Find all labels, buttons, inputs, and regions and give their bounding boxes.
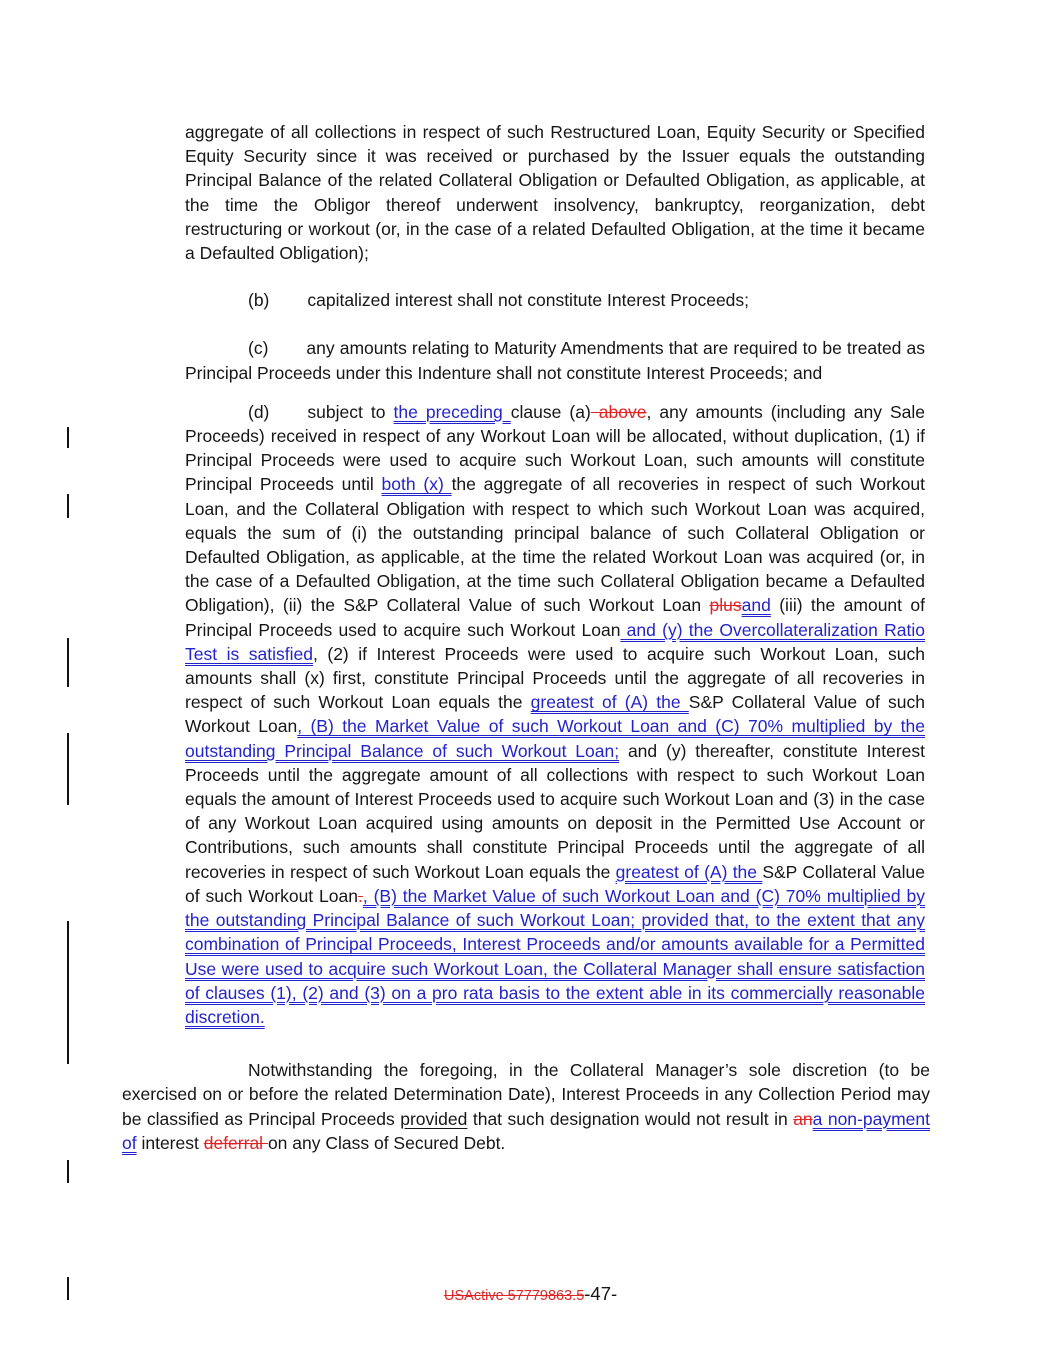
revision-change-bar bbox=[67, 921, 69, 1064]
text-run: that such designation would not result in bbox=[467, 1108, 794, 1129]
inserted-text: greatest of (A) the bbox=[615, 861, 763, 882]
text-run: interest bbox=[136, 1132, 204, 1153]
footer-page-number: -47- bbox=[584, 1283, 618, 1304]
text-run: capitalized interest shall not constitute Interest Proceeds; bbox=[307, 290, 750, 311]
deleted-text: plus bbox=[709, 595, 742, 616]
revision-change-bar bbox=[67, 427, 69, 448]
deleted-text: above bbox=[590, 401, 647, 422]
deleted-text: deferral bbox=[203, 1132, 268, 1153]
text-run: Notwithstanding the foregoing, in the Collateral Manager’s sole discretion (to be exercised on or before the related Determination Date), Interest Proceeds in any Collection Period may be classified as Principal Proceeds bbox=[122, 1060, 930, 1129]
paragraph-clause-c bbox=[185, 336, 925, 384]
text-run: subject to bbox=[307, 401, 394, 422]
inserted-text: the preceding bbox=[393, 401, 511, 422]
underlined-text: provided bbox=[400, 1108, 468, 1129]
tab-spacer bbox=[268, 336, 306, 360]
page-footer bbox=[444, 1283, 617, 1305]
revision-change-bar bbox=[67, 733, 69, 805]
text-run: S&P Collateral Value of such Workout Loan bbox=[185, 692, 926, 737]
deleted-text: an bbox=[793, 1108, 813, 1129]
text-run: S&P Collateral Value of such Workout Loan bbox=[185, 861, 926, 906]
paragraph-continuation-clause-a bbox=[185, 120, 925, 265]
revision-change-bar bbox=[67, 494, 69, 518]
document-body bbox=[122, 120, 930, 1155]
deleted-text: . bbox=[357, 885, 363, 906]
text-run: , any amounts (including any Sale Proceeds) received in respect of any Workout Loan will be allocated, without duplication, (1) if Principal Proceeds were used to acquire such Workout Loan, such amounts will constitute Principal Proceeds until bbox=[185, 401, 925, 495]
text-run: on any Class of Secured Debt. bbox=[267, 1132, 506, 1153]
inserted-text: both (x) bbox=[381, 474, 452, 495]
inserted-text: , (B) the Market Value of such Workout Loan and (C) 70% multiplied by the outstanding Principal Balance of such Workout Loan; bbox=[185, 716, 925, 761]
text-run: aggregate of all collections in respect of such Restructured Loan, Equity Security or Specified Equity Security since it was received or purchased by the Issuer equals the outstanding Principal Balance of the related Collateral Obligation or Defaulted Obligation, as applicable, at the time the Obligor thereof underwent insolvency, bankruptcy, reorganization, debt restructuring or workout (or, in the case of a related Defaulted Obligation, at the time it became a Defaulted Obligation); bbox=[185, 122, 925, 264]
revision-change-bar bbox=[67, 1277, 69, 1300]
paragraph-clause-d bbox=[185, 400, 925, 1029]
text-run: (b) bbox=[248, 290, 270, 311]
inserted-text: , (B) the Market Value of such Workout Loan and (C) 70% multiplied by the outstanding Principal Balance of such Workout Loan; provided that, to the extent that any combination of Principal Proceeds, Interest Proceeds and/or amounts available for a Permitted Use were used to acquire such Workout Loan, the Collateral Manager shall ensure satisfaction of clauses (1), (2) and (3) on a pro rata basis to the extent able in its commercially reasonable discretion. bbox=[185, 885, 925, 1027]
revision-change-bar bbox=[67, 1160, 69, 1183]
footer-file-reference-deleted: USActive 57779863.5 bbox=[444, 1288, 585, 1304]
text-run: (d) bbox=[248, 401, 270, 422]
paragraph-closing bbox=[122, 1058, 930, 1155]
text-run: clause (a) bbox=[510, 401, 591, 422]
inserted-text: and bbox=[741, 595, 771, 616]
text-run: the aggregate of all recoveries in respect of such Workout Loan, and the Collateral Obligation with respect to which such Workout Loan was acquired, equals the sum of (i) the outstanding principal balance of such Collateral Obligation or Defaulted Obligation, as applicable, at the time the related Workout Loan was acquired (or, in the case of a Defaulted Obligation, at the time such Collateral Obligation became a Defaulted Obligation), (ii) the S&P Collateral Value of such Workout Loan bbox=[185, 474, 926, 616]
text-run: and (y) thereafter, constitute Interest Proceeds until the aggregate amount of all collections with respect to such Workout Loan equals the amount of Interest Proceeds used to acquire such Workout Loan and (3) in the case of any Workout Loan acquired using amounts on deposit in the Permitted Use Account or Contributions, such amounts shall constitute Principal Proceeds until the aggregate of all recoveries in respect of such Workout Loan equals the bbox=[185, 740, 925, 882]
inserted-text: a non-payment of bbox=[122, 1108, 930, 1153]
inserted-text: greatest of (A) the bbox=[530, 692, 689, 713]
inserted-text: and (y) the Overcollateralization Ratio Test is satisfied bbox=[185, 619, 925, 664]
tab-spacer bbox=[269, 400, 307, 424]
tab-spacer bbox=[269, 288, 307, 312]
text-run: , (2) if Interest Proceeds were used to acquire such Workout Loan, such amounts shall (x) first, constitute Principal Proceeds until the aggregate of all recoveries in respect of such Workout Loan equals the bbox=[185, 643, 925, 713]
text-run: any amounts relating to Maturity Amendments that are required to be treated as Principal Proceeds under this Indenture shall not constitute Interest Proceeds; and bbox=[185, 338, 925, 383]
paragraph-clause-b bbox=[185, 288, 925, 312]
revision-change-bar bbox=[67, 638, 69, 687]
text-run: (iii) the amount of Principal Proceeds used to acquire such Workout Loan bbox=[185, 595, 925, 640]
text-run: (c) bbox=[248, 338, 269, 359]
